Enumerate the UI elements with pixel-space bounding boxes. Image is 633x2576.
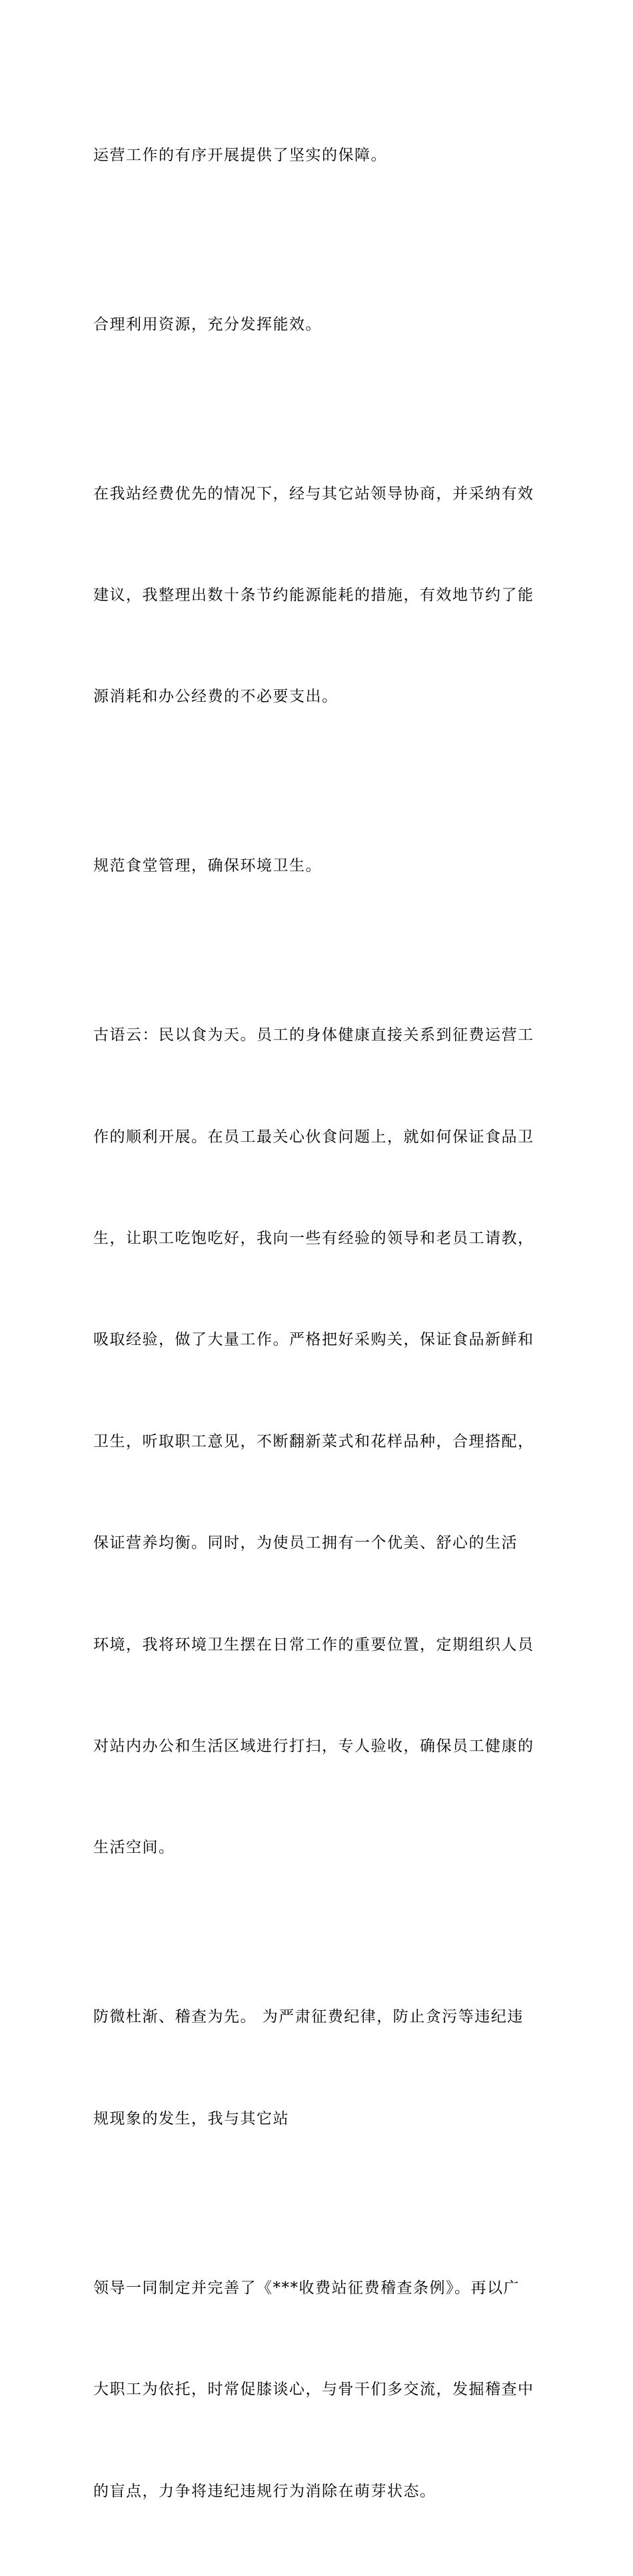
paragraph-5 — [93, 951, 546, 1933]
document-body — [93, 71, 546, 2576]
text-line: 运营工作的有序开展提供了坚实的保障。 — [93, 146, 387, 164]
text-line: 古语云：民以食为天。员工的身体健康直接关系到征费运营工 — [93, 1026, 534, 1044]
text-line: 在我站经费优先的情况下，经与其它站领导协商，并采纳有效 — [93, 485, 534, 503]
paragraph-7 — [93, 2203, 546, 2576]
text-line: 合理利用资源，充分发挥能效。 — [93, 315, 322, 333]
text-line: 规范食堂管理，确保环境卫生。 — [93, 857, 322, 875]
text-line: 作的顺利开展。在员工最关心伙食问题上，就如何保证食品卫 — [93, 1128, 534, 1146]
paragraph-1 — [93, 71, 546, 240]
text-line: 环境，我将环境卫生摆在日常工作的重要位置，定期组织人员 — [93, 1636, 534, 1654]
text-line: 保证营养均衡。同时，为使员工拥有一个优美、舒心的生活 — [93, 1534, 518, 1552]
text-line: 源消耗和办公经费的不必要支出。 — [93, 688, 338, 706]
text-line: 生活空间。 — [93, 1839, 175, 1857]
text-line: 吸取经验，做了大量工作。严格把好采购关，保证食品新鲜和 — [93, 1331, 534, 1349]
text-line: 领导一同制定并完善了《***收费站征费稽查条例》。再以广 — [93, 2279, 520, 2297]
text-line: 卫生，听取职工意见，不断翻新菜式和花样品种，合理搭配， — [93, 1432, 534, 1450]
text-line: 大职工为依托，时常促膝谈心，与骨干们多交流，发掘稽查中 — [93, 2381, 534, 2399]
paragraph-4 — [93, 782, 546, 951]
text-line: 防微杜渐、稽查为先。 为严肃征费纪律，防止贪污等违纪违 — [93, 2008, 524, 2026]
text-line: 生，让职工吃饱吃好，我向一些有经验的领导和老员工请教， — [93, 1230, 534, 1248]
text-line: 建议，我整理出数十条节约能源能耗的措施，有效地节约了能 — [93, 586, 534, 604]
text-line: 的盲点，力争将违纪违规行为消除在萌芽状态。 — [93, 2482, 436, 2500]
text-line: 对站内办公和生活区域进行打扫，专人验收，确保员工健康的 — [93, 1738, 534, 1756]
paragraph-2 — [93, 240, 546, 409]
paragraph-6 — [93, 1933, 546, 2203]
text-line: 规现象的发生，我与其它站 — [93, 2109, 289, 2127]
paragraph-3 — [93, 409, 546, 782]
